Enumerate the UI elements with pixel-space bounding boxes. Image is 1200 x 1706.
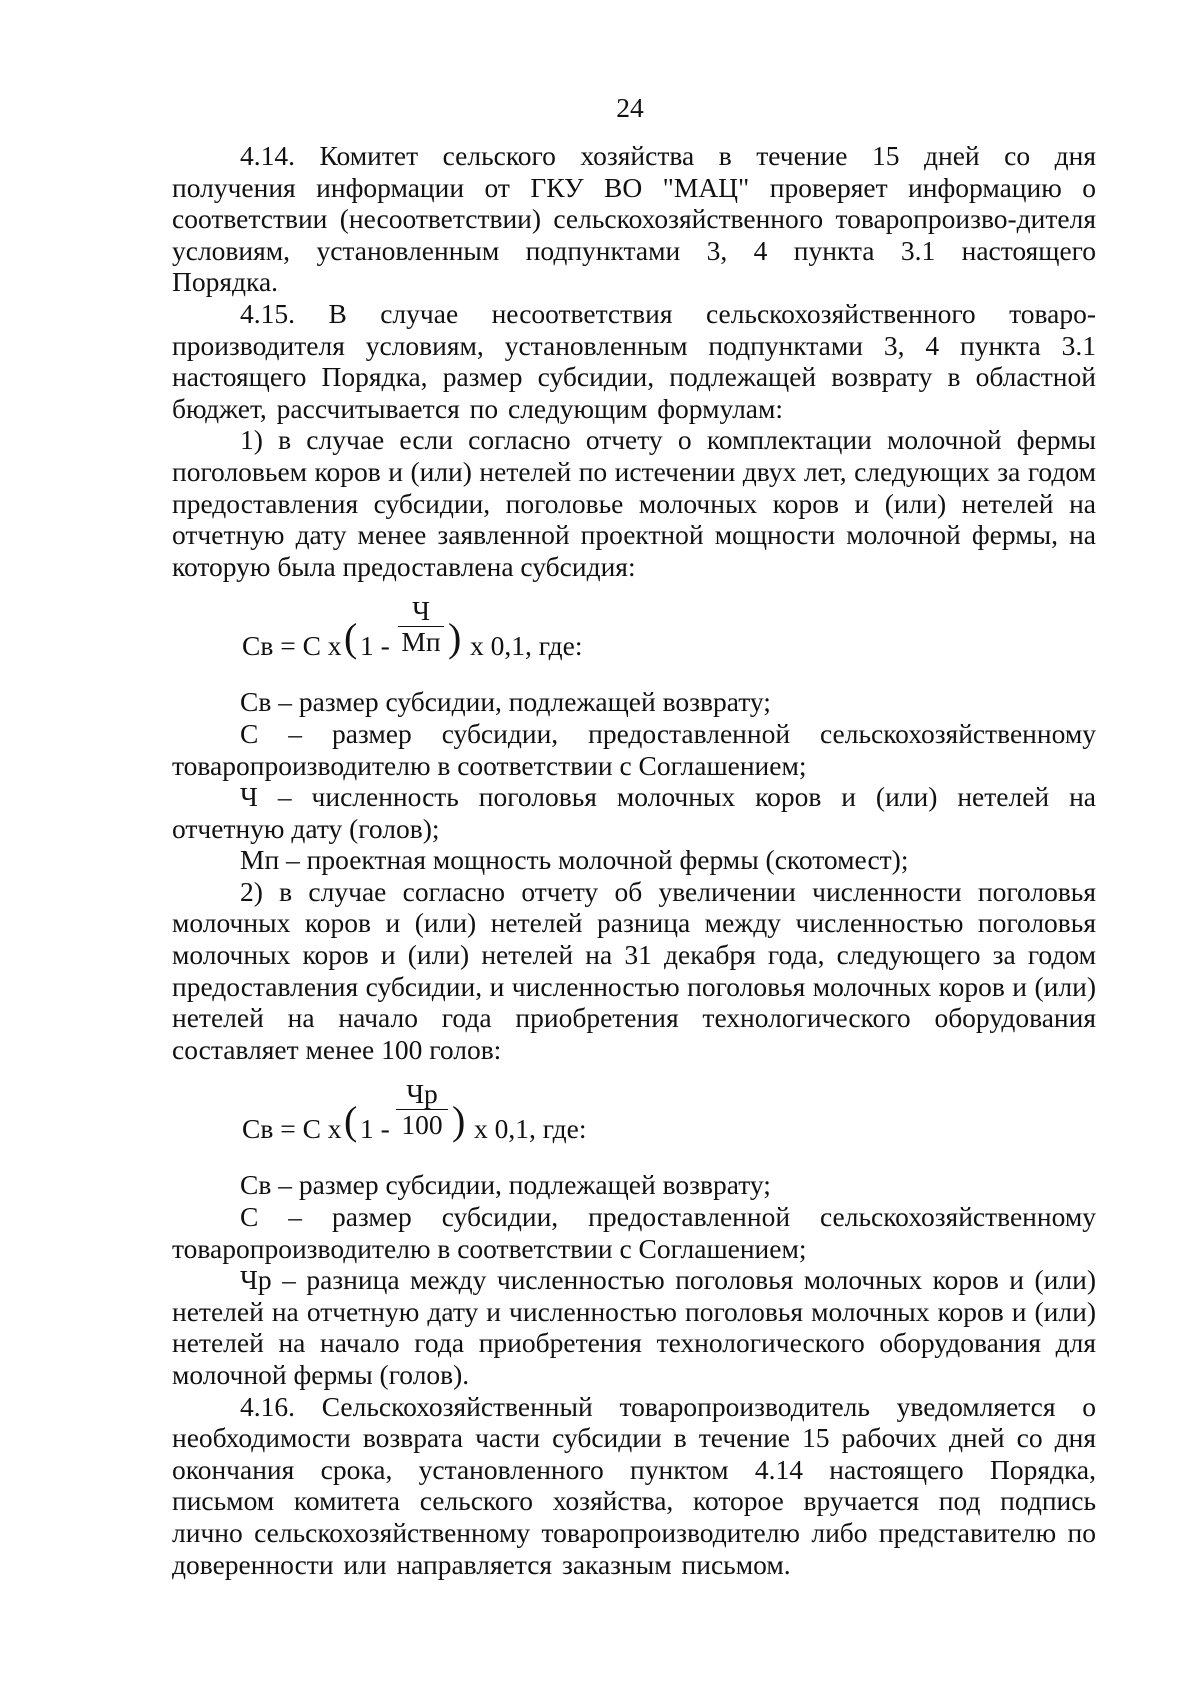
definition-chr: Чр – разница между численностью поголовья молочных коров и (или) нетелей на отчетную дату и численностью поголовья молочных коров и (или) нетелей на начало года приобретения технологического оборудования для молочной фермы (голов). (172, 1264, 1096, 1390)
formula-2-right: х 0,1, где: (474, 1113, 587, 1145)
formula-1-numerator: Ч (412, 595, 430, 627)
page-number: 24 (616, 92, 644, 123)
formula-2-left: Св = С х (242, 1113, 342, 1145)
formula-2-denominator: 100 (401, 1109, 443, 1141)
paragraph-4-16: 4.16. Сельскохозяйственный товаропроизводитель уведомляется о необходимости возврата части субсидии в течение 15 рабочих дней со дня окончания срока, установленного пунктом 4.14 настоящего Порядка, письмом комитета сельского хозяйства, которое вручается под подпись лично сельскохозяйственному товаропроизводителю либо представителю по доверенности или направляется заказным письмом. (172, 1390, 1096, 1580)
paragraph-case-2: 2) в случае согласно отчету об увеличении численности поголовья молочных коров и (или) нетелей разница между численностью поголовья молочных коров и (или) нетелей на 31 декабря года, следующего за годом предоставления субсидии, и численностью поголовья молочных коров и (или) нетелей на начало года приобретения технологического оборудования составляет менее 100 голов: (172, 875, 1096, 1065)
formula-2-fraction (396, 1079, 448, 1140)
definition-s-1: С – размер субсидии, предоставленной сельскохозяйственному товаропроизводителю в соответствии с Соглашением; (172, 717, 1096, 781)
definition-sv-1: Св – размер субсидии, подлежащей возврату; (240, 686, 771, 718)
definition-sv-2: Св – размер субсидии, подлежащей возврату; (240, 1169, 771, 1201)
paragraph-4-14: 4.14. Комитет сельского хозяйства в течение 15 дней со дня получения информации от ГКУ ВО "МАЦ" проверяет информацию о соответствии (несоответствии) сельскохозяйственного товаропроизво-дителя условиям, установленным подпунктами 3, 4 пункта 3.1 настоящего Порядка. (172, 140, 1096, 298)
formula-1-denominator: Мп (401, 626, 441, 658)
formula-1-close-paren: ) (448, 615, 462, 661)
formula-1-open-paren: ( (344, 615, 358, 661)
definition-s-2: С – размер субсидии, предоставленной сельскохозяйственному товаропроизводителю в соответствии с Соглашением; (172, 1201, 1096, 1264)
formula-1 (172, 582, 1096, 686)
formula-2-numerator: Чр (406, 1078, 438, 1110)
formula-1-one-minus: 1 - (360, 630, 390, 662)
formula-1-left: Св = С х (242, 630, 342, 662)
formula-2-open-paren: ( (344, 1098, 358, 1144)
formula-1-fraction (398, 596, 444, 657)
formula-2-close-paren: ) (452, 1098, 466, 1144)
paragraph-4-15: 4.15. В случае несоответствия сельскохозяйственного товаро-производителя условиям, установленным подпунктами 3, 4 пункта 3.1 настоящего Порядка, размер субсидии, подлежащей возврату в областной бюджет, рассчитывается по следующим формулам: (172, 297, 1096, 424)
definition-ch: Ч – численность поголовья молочных коров и (или) нетелей на отчетную дату (голов); (172, 781, 1096, 844)
definition-mp: Мп – проектная мощность молочной фермы (скотомест); (240, 844, 909, 876)
document-body (172, 140, 1096, 1580)
formula-2 (172, 1065, 1096, 1169)
paragraph-case-1: 1) в случае если согласно отчету о комплектации молочной фермы поголовьем коров и (или) нетелей по истечении двух лет, следующих за годом предоставления субсидии, поголовье молочных коров и (или) нетелей на отчетную дату менее заявленной проектной мощности молочной фермы, на которую была предоставлена субсидия: (172, 424, 1096, 582)
formula-1-right: х 0,1, где: (470, 630, 583, 662)
formula-2-one-minus: 1 - (360, 1113, 390, 1145)
